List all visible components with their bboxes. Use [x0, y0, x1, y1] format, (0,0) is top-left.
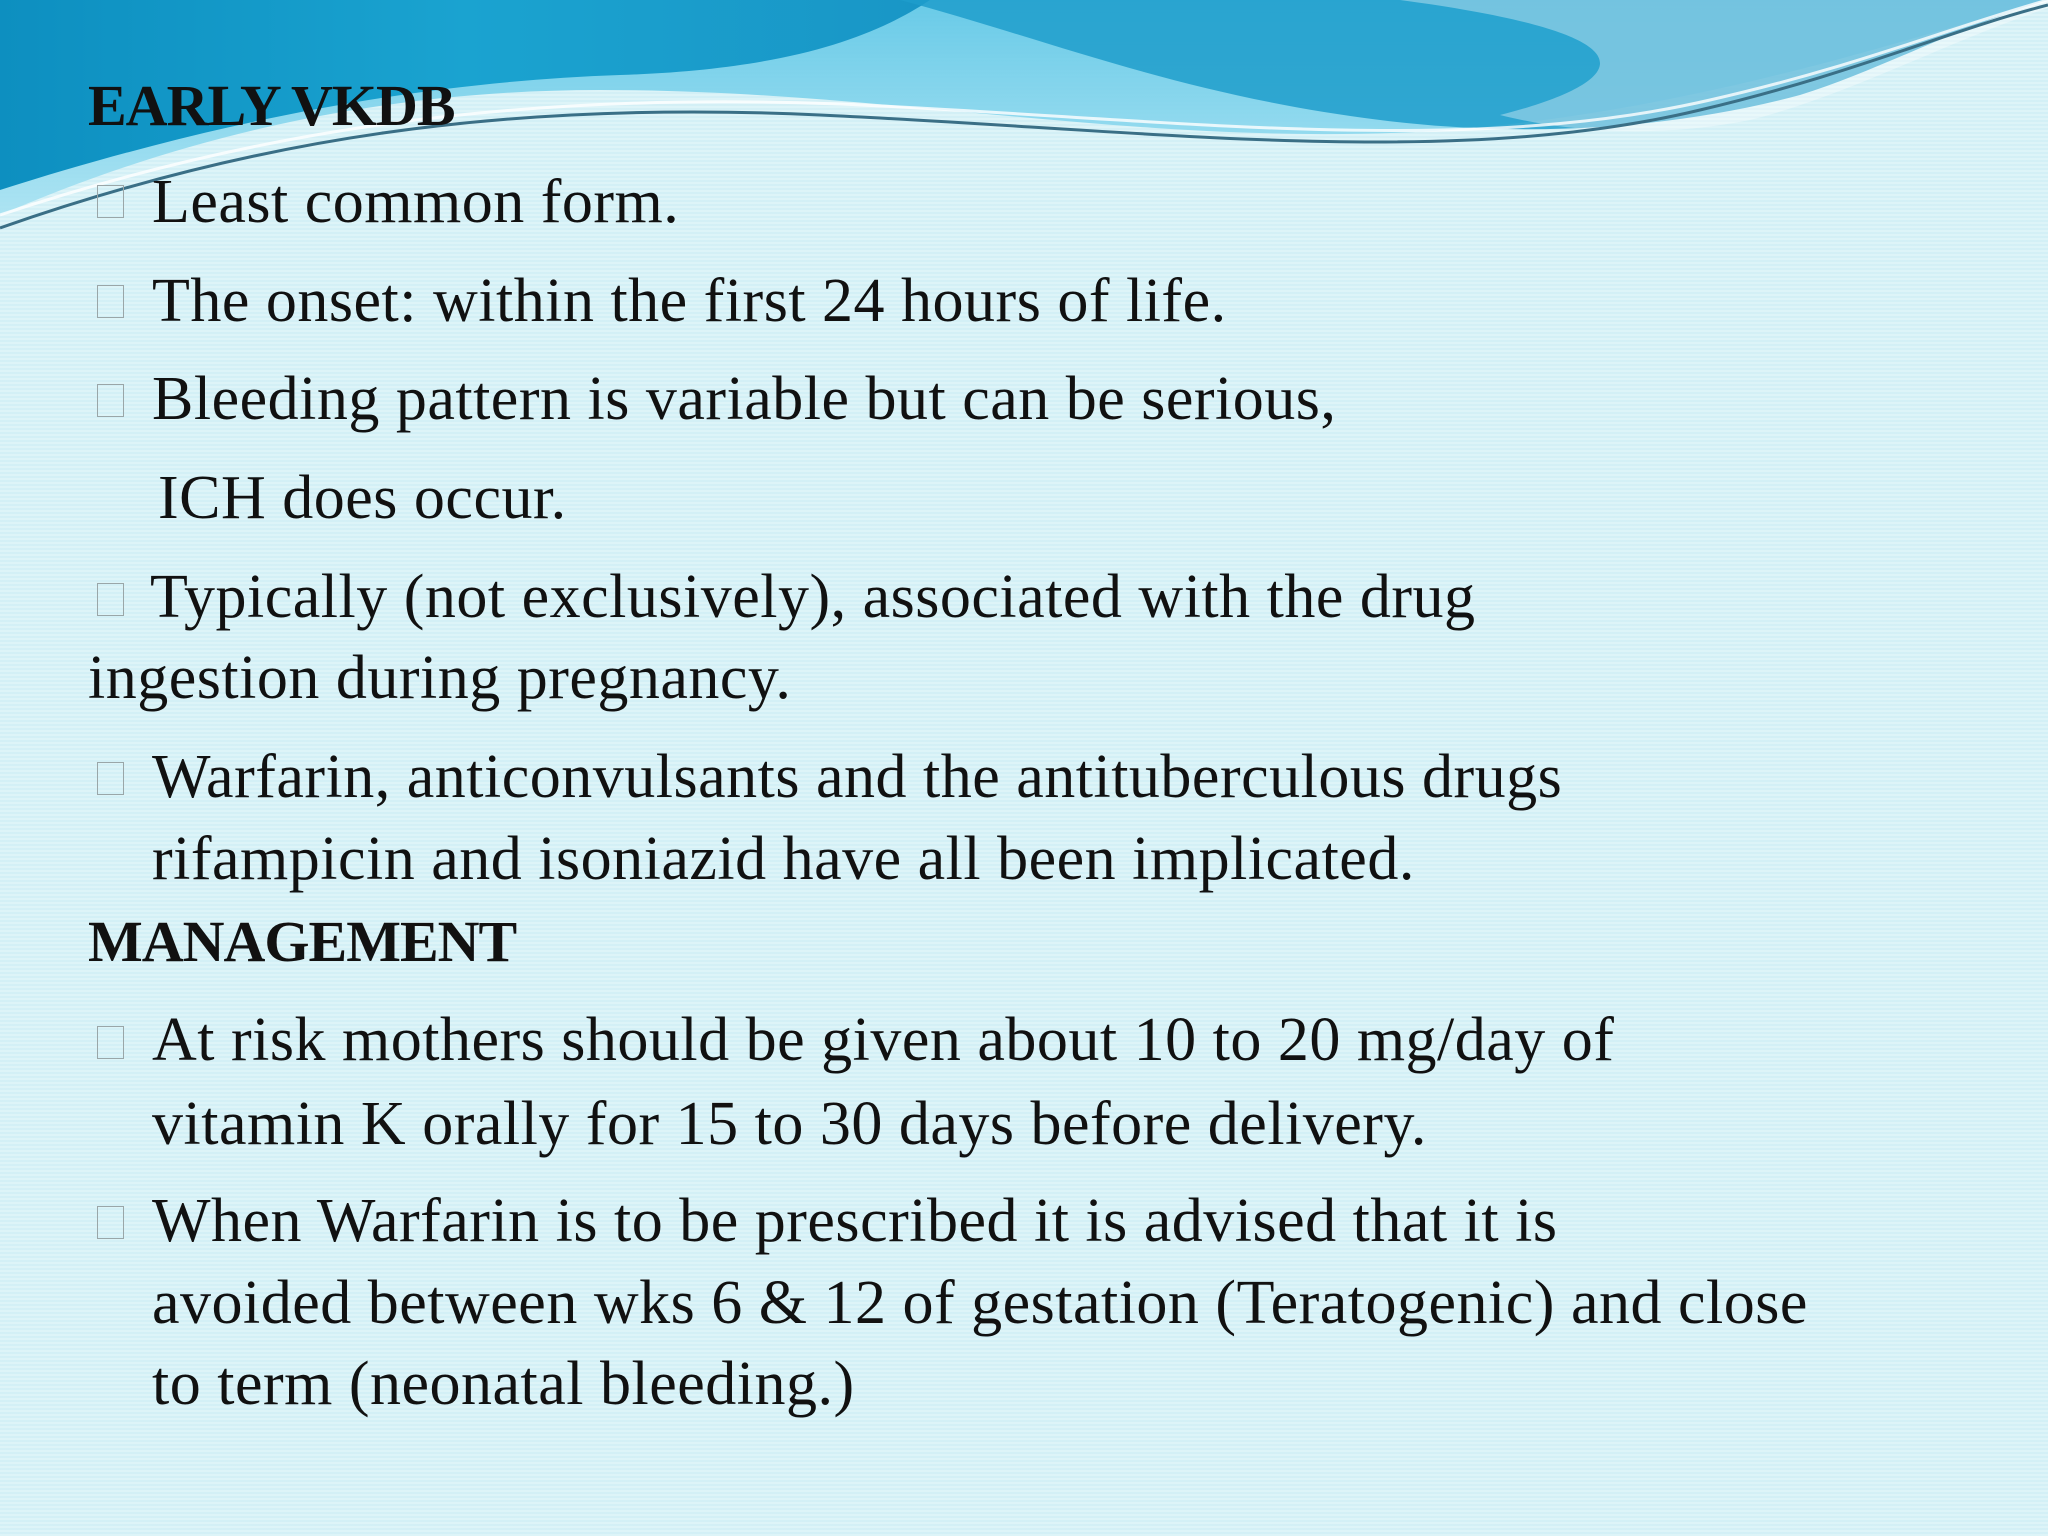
bullet-continuation-text: avoided between wks 6 & 12 of gestation (Teratogenic) and close	[152, 1269, 1808, 1337]
bullet-text: Bleeding pattern is variable but can be serious,	[152, 365, 1337, 433]
bullet-text: Least common form.	[152, 168, 680, 236]
bullet-text: Typically (not exclusively), associated with the drug	[150, 563, 1476, 631]
bullet-text: At risk mothers should be given about 10 to 20 mg/day of	[152, 1006, 1615, 1074]
square-bullet-icon	[97, 185, 124, 218]
bullet-continuation-text: to term (neonatal bleeding.)	[152, 1350, 855, 1418]
heading-management: MANAGEMENT	[88, 909, 517, 974]
heading-early-vkdb: EARLY VKDB	[88, 73, 455, 138]
bullet-text: Warfarin, anticonvulsants and the antituberculous drugs	[152, 743, 1563, 811]
square-bullet-icon	[97, 762, 124, 795]
square-bullet-icon	[97, 1206, 124, 1239]
bullet-continuation-text: vitamin K orally for 15 to 30 days before delivery.	[152, 1090, 1427, 1158]
bullet-text: When Warfarin is to be prescribed it is advised that it is	[152, 1187, 1558, 1255]
bullet-continuation-text: rifampicin and isoniazid have all been implicated.	[152, 825, 1415, 893]
square-bullet-icon	[97, 285, 124, 318]
bullet-continuation-text: ICH does occur.	[158, 464, 567, 532]
square-bullet-icon	[97, 1026, 124, 1059]
bullet-text: The onset: within the first 24 hours of life.	[152, 267, 1227, 335]
square-bullet-icon	[97, 384, 124, 417]
square-bullet-icon	[97, 583, 124, 616]
bullet-continuation-text: ingestion during pregnancy.	[88, 644, 792, 712]
